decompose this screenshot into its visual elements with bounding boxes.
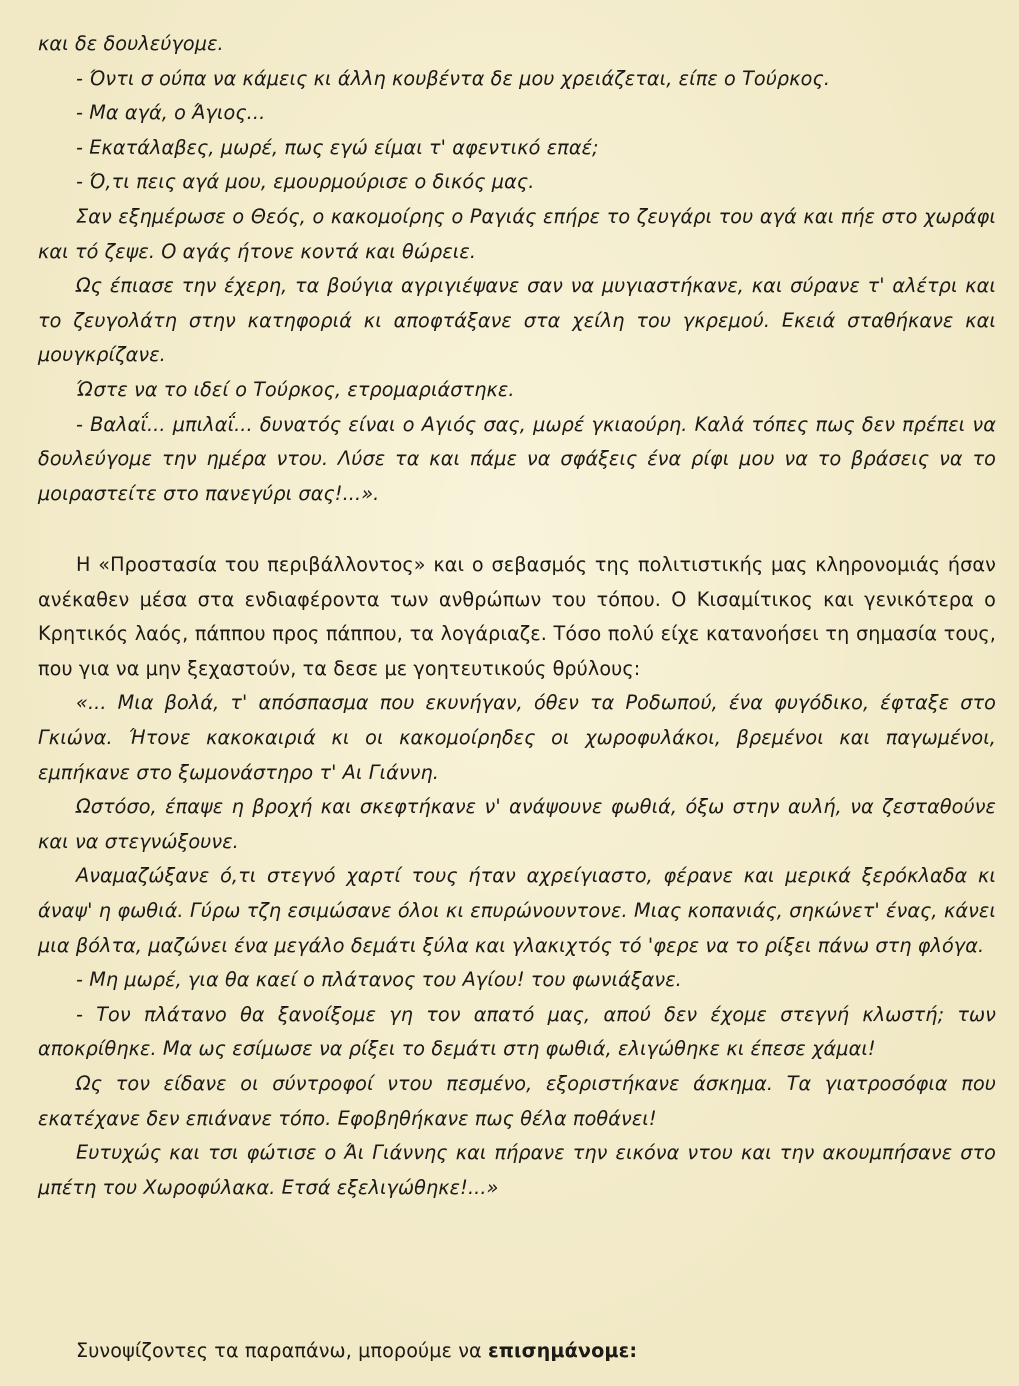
dialogue-line: - Βαλαΐ... μπιλαΐ... δυνατός είναι ο Αγιός σας, μωρέ γκιαούρη. Καλά τόπες πως δεν πρέπει να δουλεύγομε την ημέρα ντου. Λύσε τα και πάμε να σφάξεις ένα ρίφι μου να το βράσεις να το μοιραστείτε στο πανεγύρι σας!...». xyxy=(38,412,996,505)
dialogue-line: - Ό,τι πεις αγά μου, εμουρμούρισε ο δικός μας. xyxy=(76,170,535,194)
intro-paragraph: Η «Προστασία του περιβάλλοντος» και ο σεβασμός της πολιτιστικής μας κληρονομιάς ήσαν ανέκαθεν μέσα στα ενδιαφέροντα των ανθρώπων του τόπου. Ο Κισαμίτικος και γενικότερα ο Κρητικός λαός, πάππου προς πάππου, τα λογάριαζε. Τόσο πολύ είχε κατανοήσει τη σημασία τους, που για να μην ξεχαστούν, τα δεσε με γοητευτικούς θρύλους: xyxy=(38,553,996,680)
legend-paragraph: Αναμαζώξανε ό,τι στεγνό χαρτί τους ήταν αχρείγιαστο, φέρανε και μερικά ξερόκλαδα κι άναψ' η φωθιά. Γύρω τζη εσιμώσανε όλοι κι επυρώνουντονε. Μιας κοπανιάς, σηκώνετ' ένας, κάνει μια βόλτα, μαζώνει ένα μεγάλο δεμάτι ξύλα και γλακιχτός τό 'φερε να το ρίξει πάνω στη φλόγα. xyxy=(38,864,996,957)
dialogue-line: - Μα αγά, ο Άγιος... xyxy=(76,101,266,125)
legend-paragraph: - Τον πλάτανο θα ξανοίξομε γη τον απατό μας, απού δεν έχομε στεγνή κλωστή; των αποκρίθηκε. Μα ως εσίμωσε να ρίξει το δεμάτι στη φωθιά, ελιγώθηκε κι έπεσε χάμαι! xyxy=(38,1002,996,1061)
narrative-paragraph: Ως έπιασε την έχερη, τα βούγια αγριγιέψανε σαν να μυγιαστήκανε, και σύρανε τ' αλέτρι και το ζευγολάτη στην κατηφοριά κι αποφτάξανε στα χείλη του γκρεμού. Εκειά σταθήκανε και μουγκρίζανε. xyxy=(38,274,996,367)
legend-section xyxy=(38,548,996,1205)
legend-paragraph: «... Μια βολά, τ' απόσπασμα που εκυνήγαν, όθεν τα Ροδωπού, ένα φυγόδικο, έφταξε στο Γκιώνα. Ήτονε κακοκαιριά κι οι κακομοίρηδες οι χωροφυλάκοι, βρεμένοι και παγωμένοι, εμπήκανε στο ξωμονάστηρο τ' Αι Γιάννη. xyxy=(38,691,996,784)
line-opening: και δε δουλεύγομε. xyxy=(38,32,224,55)
legend-text xyxy=(38,686,996,1205)
summary-emphasis: επισημάνομε: xyxy=(487,1339,638,1362)
legend-paragraph: Ευτυχώς και τσι φώτισε ο Άι Γιάννης και πήρανε την εικόνα ντου και την ακουμπήσανε στο μπέτη του Χωροφύλακα. Ετσά εξελιγώθηκε!...» xyxy=(38,1141,996,1199)
summary-line xyxy=(38,1334,996,1369)
narrative-paragraph: Ώστε να το ιδεί ο Τούρκος, ετρομαριάστηκε. xyxy=(76,377,515,401)
dialogue-line: - Εκατάλαβες, μωρέ, πως εγώ είμαι τ' αφεντικό επαέ; xyxy=(76,135,599,159)
summary-lead: Συνοψίζοντες τα παραπάνω, μπορούμε να xyxy=(76,1339,488,1362)
legend-paragraph: Ως τον είδανε οι σύντροφοί ντου πεσμένο, εξοριστήκανε άσκημα. Τα γιατροσόφια που εκατέχανε δεν επιάνανε τόπο. Εφοβηθήκανε πως θέλα ποθάνει! xyxy=(38,1071,996,1130)
legend-paragraph: Ωστόσο, έπαψε η βροχή και σκεφτήκανε ν' ανάψουνε φωθιά, όξω στην αυλή, να ζεσταθούνε και να στεγνώξουνε. xyxy=(38,795,996,853)
dialogue-line: - Όντι σ ούπα να κάμεις κι άλλη κουβέντα δε μου χρειάζεται, είπε ο Τούρκος. xyxy=(76,66,831,90)
dialogue-block xyxy=(38,27,996,511)
narrative-paragraph: Σαν εξημέρωσε ο Θεός, ο κακομοίρης ο Ραγιάς επήρε το ζευγάρι του αγά και πήε στο χωράφι και τό ζεψε. Ο αγάς ήτονε κοντά και θώρειε. xyxy=(38,204,996,263)
legend-paragraph: - Μη μωρέ, για θα καεί ο πλάτανος του Αγίου! του φωνιάξανε. xyxy=(76,968,682,992)
